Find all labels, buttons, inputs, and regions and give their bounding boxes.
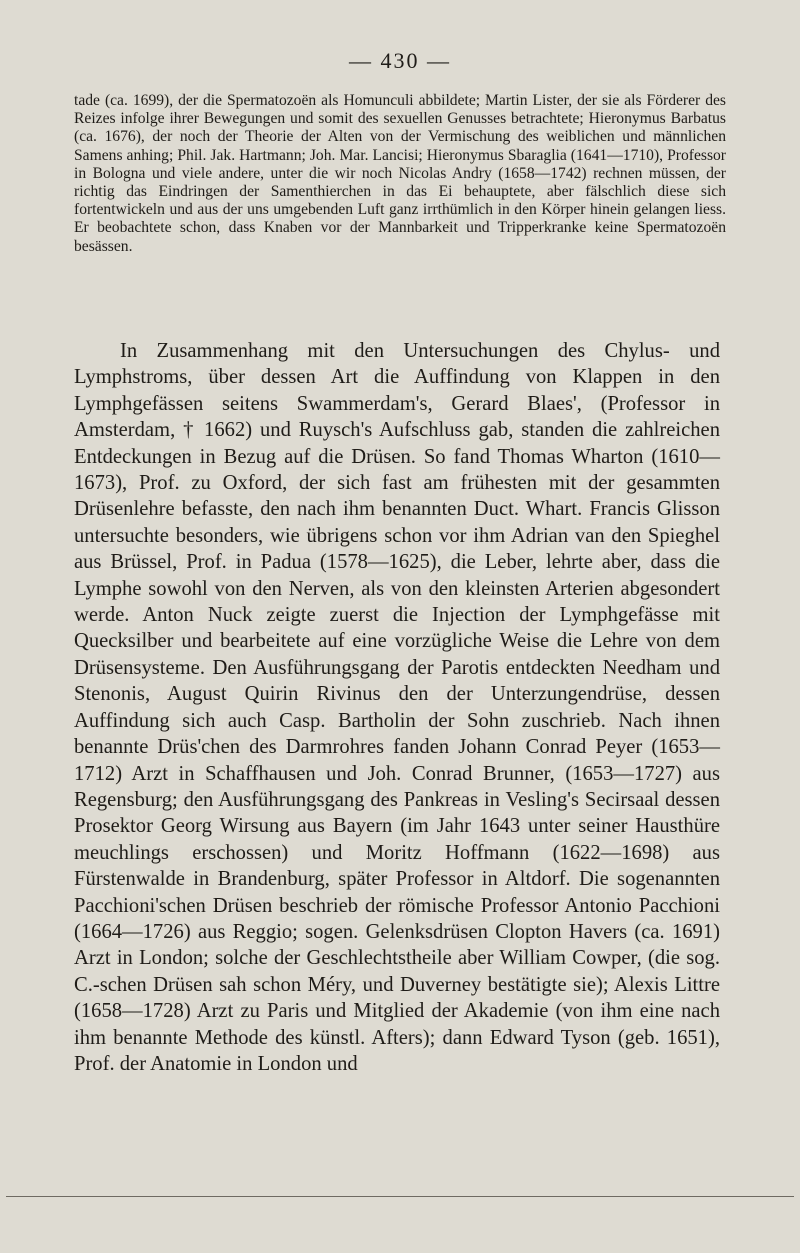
- body-paragraph: In Zusammenhang mit den Untersuchungen des Chylus- und Lymphstroms, über dessen Art die Auffindung von Klappen in den Lymphgefässen seitens Swammerdam's, Gerard Blaes', (Professor in Amsterdam, † 1662) und Ruysch's Aufschluss gab, standen die zahlreichen Entdeckungen in Bezug auf die Drüsen. So fand Thomas Wharton (1610—1673), Prof. zu Oxford, der sich fast am frühesten mit der gesammten Drüsenlehre befasste, den nach ihm benannten Duct. Whart. Francis Glisson untersuchte besonders, wie übrigens schon vor ihm Adrian van den Spieghel aus Brüssel, Prof. in Padua (1578—1625), die Leber, lehrte aber, dass die Lymphe sowohl von den Nerven, als von den kleinsten Arterien abgesondert werde. Anton Nuck zeigte zuerst die Injection der Lymphgefässe mit Quecksilber und bearbeitete auf eine vorzügliche Weise die Lehre von dem Drüsensysteme. Den Ausführungsgang der Parotis entdeckten Needham und Stenonis, August Quirin Rivinus den der Unterzungendrüse, dessen Auffindung sich auch Casp. Bartholin der Sohn zuschrieb. Nach ihnen benannte Drüs'chen des Darmrohres fanden Johann Conrad Peyer (1653—1712) Arzt in Schaffhausen und Joh. Conrad Brunner, (1653—1727) aus Regensburg; den Ausführungsgang des Pankreas in Vesling's Secirsaal dessen Prosektor Georg Wirsung aus Bayern (im Jahr 1643 unter seiner Hausthüre meuchlings erschossen) und Moritz Hoffmann (1622—1698) aus Fürstenwalde in Brandenburg, später Professor in Altdorf. Die sogenannten Pacchioni'schen Drüsen beschrieb der römische Professor Antonio Pacchioni (1664—1726) aus Reggio; sogen. Gelenksdrüsen Clopton Havers (ca. 1691) Arzt in London; solche der Geschlechtstheile aber William Cowper, (die sog. C.-schen Drüsen sah schon Méry, und Duverney bestätigte sie); Alexis Littre (1658—1728) Arzt zu Paris und Mitglied der Akademie (von ihm eine nach ihm benannte Methode des künstl. Afters); dann Edward Tyson (geb. 1651), Prof. der Anatomie in London und: [74, 340, 720, 1075]
- bottom-rule: [6, 1196, 794, 1197]
- page-number: — 430 —: [349, 48, 451, 73]
- footnote-paragraph: tade (ca. 1699), der die Spermatozoën als Homunculi abbildete; Martin Lister, der sie als Förderer des Reizes infolge ihrer Bewegungen und somit des sexuellen Genusses betrachtete; Hieronymus Barbatus (ca. 1676), der noch der Theorie der Alten von der Vermischung des weiblichen und männlichen Samens anhing; Phil. Jak. Hartmann; Joh. Mar. Lancisi; Hieronymus Sbaraglia (1641—1710), Professor in Bologna und viele andere, unter die wir noch Nicolas Andry (1658—1742) rechnen müssen, der richtig das Eindringen der Samenthierchen in das Ei behauptete, aber fälschlich diese sich fortentwickeln und aus der uns umgebenden Luft ganz irrthümlich in den Körper hinein gelangen liess. Er beobachtete schon, dass Knaben vor der Mannbarkeit und Tripperkranke keine Spermatozoën besässen.: [74, 92, 726, 255]
